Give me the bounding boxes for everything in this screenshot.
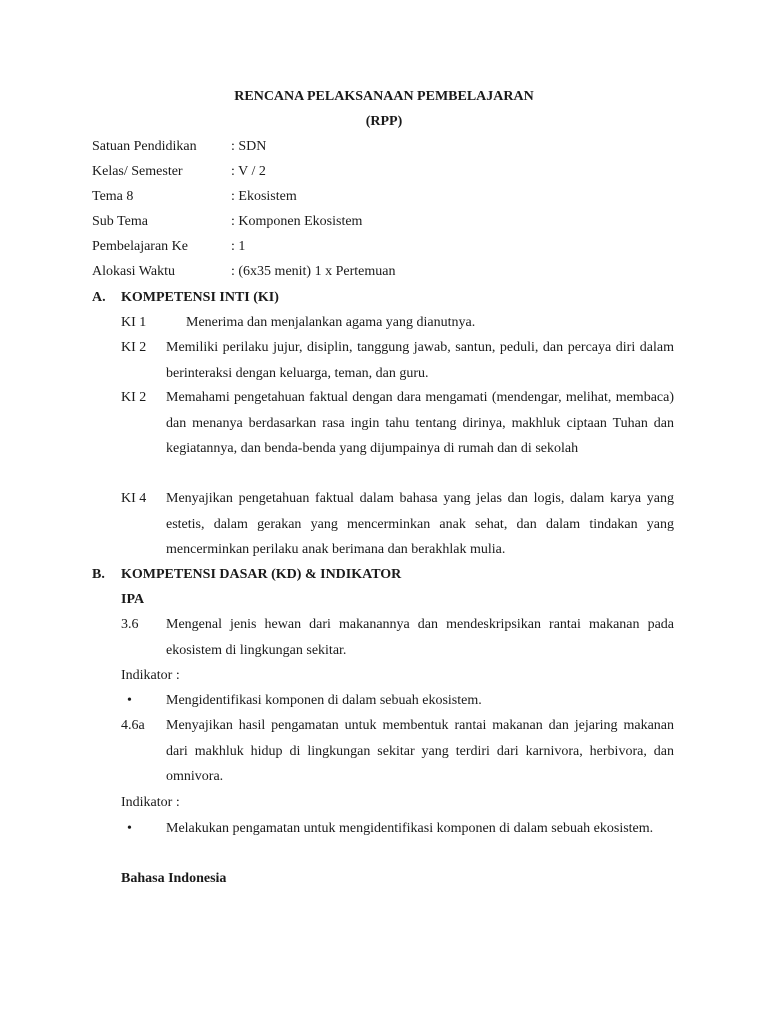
- kd-label: 4.6a: [121, 718, 145, 733]
- subject-heading-ipa: IPA: [121, 592, 145, 607]
- identity-value: : Komponen Ekosistem: [231, 214, 363, 229]
- identity-value: : 1: [231, 239, 246, 254]
- indikator-label: Indikator :: [121, 795, 180, 810]
- section-title: KOMPETENSI INTI (KI): [121, 290, 279, 305]
- identity-label: Sub Tema: [92, 214, 148, 229]
- ki-label: KI 2: [121, 390, 147, 405]
- kd-text: Mengenal jenis hewan dari makanannya dan mendeskripsikan rantai makanan pada ekosistem di lingkungan sekitar.: [166, 617, 674, 658]
- ki-label: KI 2: [121, 340, 147, 355]
- ki-text: Menerima dan menjalankan agama yang dianutnya.: [186, 315, 476, 330]
- document-title: RENCANA PELAKSANAAN PEMBELAJARAN: [234, 89, 534, 104]
- section-letter: B.: [92, 567, 105, 582]
- ki-text: Memahami pengetahuan faktual dengan dara mengamati (mendengar, melihat, membaca) dan menanya berdasarkan rasa ingin tahu tentang dirinya, makhluk ciptaan Tuhan dan kegiatannya, dan benda-benda yang dijumpainya di rumah dan di sekolah: [166, 390, 674, 456]
- identity-value: : V / 2: [231, 164, 266, 179]
- ki-label: KI 4: [121, 491, 147, 506]
- section-title: KOMPETENSI DASAR (KD) & INDIKATOR: [121, 567, 402, 582]
- indikator-text: Melakukan pengamatan untuk mengidentifikasi komponen di dalam sebuah ekosistem.: [166, 821, 654, 836]
- section-letter: A.: [92, 290, 106, 305]
- identity-label: Satuan Pendidikan: [92, 139, 197, 154]
- kd-label: 3.6: [121, 617, 139, 632]
- bullet-icon: •: [127, 693, 132, 708]
- identity-label: Alokasi Waktu: [92, 264, 175, 279]
- indikator-text: Mengidentifikasi komponen di dalam sebuah ekosistem.: [166, 693, 482, 708]
- bullet-icon: •: [127, 821, 132, 836]
- kd-text: Menyajikan hasil pengamatan untuk membentuk rantai makanan dan jejaring makanan dari makhluk hidup di lingkungan sekitar yang terdiri dari karnivora, herbivora, dan omnivora.: [166, 718, 674, 784]
- identity-label: Kelas/ Semester: [92, 164, 183, 179]
- identity-label: Tema 8: [92, 189, 134, 204]
- ki-label: KI 1: [121, 315, 147, 330]
- document-subtitle: (RPP): [365, 114, 403, 129]
- identity-value: : Ekosistem: [231, 189, 297, 204]
- ki-text: Menyajikan pengetahuan faktual dalam bahasa yang jelas dan logis, dalam karya yang estetis, dalam gerakan yang mencerminkan anak sehat, dan dalam tindakan yang mencerminkan perilaku anak berimana dan berakhlak mulia.: [166, 491, 674, 557]
- identity-value: : (6x35 menit) 1 x Pertemuan: [231, 264, 396, 279]
- subject-heading-bahasa-indonesia: Bahasa Indonesia: [121, 871, 227, 886]
- indikator-label: Indikator :: [121, 668, 180, 683]
- identity-label: Pembelajaran Ke: [92, 239, 189, 254]
- identity-value: : SDN: [231, 139, 267, 154]
- ki-text: Memiliki perilaku jujur, disiplin, tanggung jawab, santun, peduli, dan percaya diri dalam berinteraksi dengan keluarga, teman, dan guru.: [166, 340, 674, 381]
